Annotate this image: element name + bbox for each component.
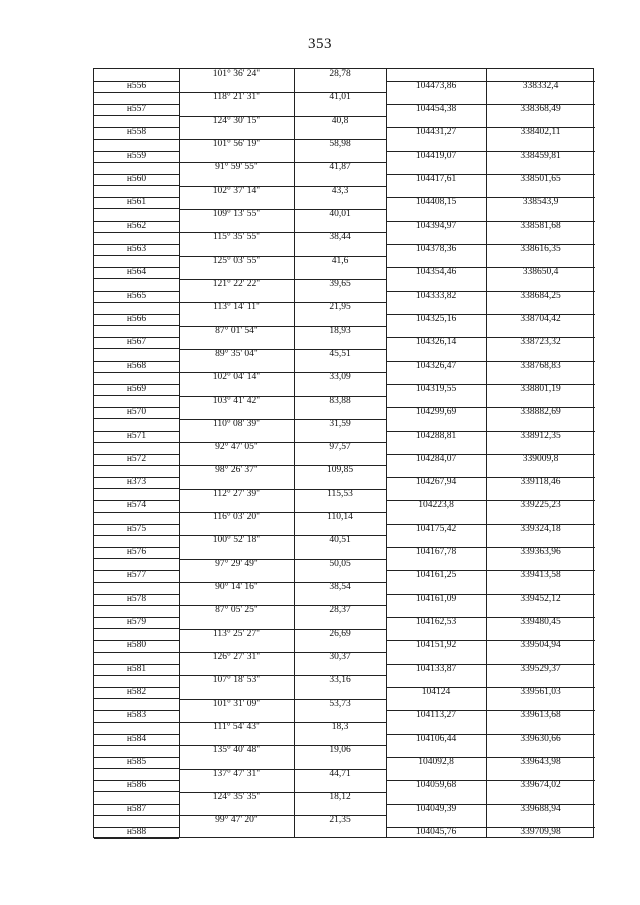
row-divider [94, 815, 179, 816]
row-divider [94, 244, 179, 245]
segment-angle: 103° 41' 42" [212, 395, 261, 406]
row-divider [94, 325, 179, 326]
point-id: н570 [126, 407, 147, 418]
row-divider [94, 675, 179, 676]
segment-length: 28,78 [329, 69, 351, 79]
row-divider [94, 278, 179, 279]
point-x: 104167,78 [415, 547, 457, 558]
row-divider [179, 489, 386, 490]
row-divider [179, 279, 386, 280]
point-x: 104288,81 [415, 430, 457, 441]
row-divider [386, 734, 595, 735]
row-divider [386, 500, 595, 501]
row-divider [94, 361, 179, 362]
point-y: 338912,35 [520, 430, 561, 441]
point-y: 339674,02 [520, 780, 561, 791]
segment-angle: 109° 13' 55" [212, 208, 261, 219]
segment-length: 18,3 [331, 722, 349, 732]
point-x: 104175,42 [415, 523, 457, 534]
segment-angle: 124° 35' 35" [212, 791, 261, 802]
segment-angle: 101° 36' 24" [212, 69, 261, 79]
segment-length: 83,88 [329, 395, 351, 406]
segment-angle: 90° 14' 16" [215, 582, 258, 592]
row-divider [179, 745, 386, 746]
row-divider [179, 232, 386, 233]
point-id: н580 [126, 640, 147, 651]
row-divider [386, 477, 595, 478]
point-id: н576 [126, 547, 147, 558]
row-divider [179, 256, 386, 257]
row-divider [179, 419, 386, 420]
row-divider [386, 594, 595, 595]
segment-length: 33,09 [329, 372, 351, 383]
segment-length: 38,54 [329, 582, 351, 592]
row-divider [94, 302, 179, 303]
point-x: 104454,38 [415, 104, 457, 114]
segment-angle: 89° 35' 04" [215, 348, 258, 359]
point-y: 339529,37 [520, 663, 561, 674]
point-x: 104319,55 [415, 383, 457, 394]
segment-angle: 87° 05' 25" [215, 605, 258, 616]
point-y: 338882,69 [520, 407, 561, 418]
point-x: 104161,09 [415, 593, 457, 604]
segment-length: 41,87 [329, 162, 351, 173]
point-x: 104113,27 [415, 710, 457, 721]
row-divider [179, 559, 386, 560]
row-divider [94, 687, 179, 688]
row-divider [179, 92, 386, 93]
point-y: 338459,81 [520, 150, 561, 161]
point-id: н566 [126, 313, 147, 324]
point-y: 339613,68 [520, 710, 561, 721]
row-divider [94, 698, 179, 699]
point-id: н575 [126, 523, 147, 534]
point-id: н563 [126, 243, 147, 254]
row-divider [386, 384, 595, 385]
row-divider [179, 372, 386, 373]
row-divider [386, 361, 595, 362]
point-id: н572 [126, 453, 147, 464]
row-divider [94, 418, 179, 419]
point-id: н568 [126, 360, 147, 371]
segment-length: 44,71 [329, 768, 351, 779]
segment-length: 41,6 [331, 255, 349, 266]
segment-angle: 125° 03' 55" [212, 255, 261, 266]
row-divider [179, 139, 386, 140]
row-divider [94, 780, 179, 781]
point-x: 104299,69 [415, 407, 457, 418]
row-divider [386, 197, 595, 198]
point-x: 104419,07 [415, 150, 457, 161]
segment-angle: 113° 14' 11" [213, 302, 260, 313]
point-x: 104162,53 [415, 617, 457, 627]
segment-length: 40,8 [331, 115, 349, 126]
point-id: н588 [126, 826, 147, 837]
point-id: н586 [126, 780, 147, 791]
point-y: 339561,03 [520, 687, 561, 697]
row-divider [386, 640, 595, 641]
row-divider [386, 570, 595, 571]
point-id: н373 [126, 477, 147, 488]
row-divider [386, 221, 595, 222]
row-divider [94, 791, 179, 792]
segment-length: 21,35 [329, 815, 351, 826]
row-divider [94, 372, 179, 373]
row-divider [94, 594, 179, 595]
row-divider [94, 734, 179, 735]
point-x: 104223,8 [418, 500, 454, 511]
point-y: 339118,46 [520, 477, 561, 488]
segment-length: 40,51 [329, 535, 351, 546]
row-divider [94, 605, 179, 606]
row-divider [94, 221, 179, 222]
row-divider [94, 197, 179, 198]
point-id: н561 [126, 197, 147, 208]
point-x: 104133,87 [415, 663, 457, 674]
point-y: 339630,66 [520, 733, 561, 744]
row-divider [94, 127, 179, 128]
row-divider [386, 174, 595, 175]
point-x: 104378,36 [415, 243, 457, 254]
segment-length: 33,16 [329, 675, 351, 686]
segment-angle: 111° 54' 43" [213, 722, 260, 732]
row-divider [179, 629, 386, 630]
segment-angle: 107° 18' 53" [212, 675, 261, 686]
row-divider [386, 780, 595, 781]
row-divider [386, 407, 595, 408]
row-divider [386, 244, 595, 245]
row-divider [94, 477, 179, 478]
row-divider [94, 174, 179, 175]
row-divider [94, 757, 179, 758]
point-id: н556 [126, 80, 147, 91]
point-x: 104106,44 [415, 733, 457, 744]
row-divider [179, 605, 386, 606]
point-id: н559 [126, 150, 147, 161]
segment-length: 38,44 [329, 232, 351, 243]
point-x: 104473,86 [415, 80, 457, 91]
segment-length: 41,01 [329, 92, 351, 103]
row-divider [179, 792, 386, 793]
segment-angle: 92° 47' 05" [215, 442, 258, 453]
segment-angle: 98° 26' 37" [215, 465, 258, 476]
point-x: 104333,82 [415, 290, 457, 301]
point-id: н587 [126, 803, 147, 814]
row-divider [179, 302, 386, 303]
point-id: н574 [126, 500, 147, 511]
point-id: н565 [126, 290, 147, 301]
row-divider [94, 348, 179, 349]
segment-length: 26,69 [329, 628, 351, 639]
segment-angle: 102° 37' 14" [212, 185, 261, 196]
row-divider [94, 547, 179, 548]
point-x: 104049,39 [415, 803, 457, 814]
segment-angle: 113° 25' 27" [212, 628, 261, 639]
segment-angle: 115° 35' 55" [212, 232, 261, 243]
row-divider [179, 116, 386, 117]
point-x: 104354,46 [415, 267, 457, 278]
segment-angle: 121° 22' 22" [212, 278, 261, 289]
row-divider [94, 81, 179, 82]
point-y: 339324,18 [520, 523, 561, 534]
row-divider [94, 454, 179, 455]
point-y: 339688,94 [520, 803, 561, 814]
point-y: 338543,9 [522, 197, 559, 208]
segment-angle: 91° 59' 55" [215, 162, 258, 173]
row-divider [179, 326, 386, 327]
point-id: н581 [126, 663, 147, 674]
row-divider [94, 162, 179, 163]
point-y: 339225,23 [520, 500, 561, 511]
row-divider [94, 115, 179, 116]
segment-angle: 118° 21' 31" [212, 92, 261, 103]
row-divider [179, 442, 386, 443]
row-divider [386, 454, 595, 455]
row-divider [179, 582, 386, 583]
segment-length: 39,65 [329, 278, 351, 289]
point-y: 339009,8 [522, 453, 559, 464]
row-divider [386, 687, 595, 688]
segment-length: 18,12 [329, 791, 351, 802]
point-y: 339363,96 [520, 547, 561, 558]
row-divider [386, 127, 595, 128]
segment-length: 18,93 [329, 325, 351, 336]
point-id: н557 [126, 104, 147, 114]
row-divider [94, 395, 179, 396]
point-x: 104124 [421, 687, 451, 697]
segment-angle: 87° 01' 54" [215, 325, 258, 336]
row-divider [179, 512, 386, 513]
segment-length: 58,98 [329, 139, 351, 149]
segment-angle: 135° 40' 48" [212, 745, 261, 756]
point-x: 104045,76 [415, 826, 457, 837]
row-divider [386, 267, 595, 268]
page-number: 353 [308, 36, 332, 52]
row-divider [179, 209, 386, 210]
row-divider [94, 267, 179, 268]
row-divider [94, 745, 179, 746]
point-y: 338801,19 [520, 383, 561, 394]
row-divider [94, 582, 179, 583]
row-divider [94, 768, 179, 769]
segment-angle: 116° 03' 20" [212, 512, 261, 523]
row-divider [94, 407, 179, 408]
point-y: 338684,25 [520, 290, 561, 301]
point-x: 104431,27 [415, 127, 457, 138]
row-divider [94, 664, 179, 665]
point-id: н582 [126, 687, 147, 697]
point-x: 104161,25 [415, 570, 457, 581]
point-y: 338768,83 [520, 360, 561, 371]
row-divider [94, 628, 179, 629]
point-x: 104092,8 [418, 756, 454, 767]
point-y: 338650,4 [522, 267, 559, 278]
row-divider [386, 757, 595, 758]
point-y: 339452,12 [520, 593, 561, 604]
segment-angle: 124° 30' 15" [212, 115, 261, 126]
point-x: 104267,94 [415, 477, 457, 488]
row-divider [179, 465, 386, 466]
point-id: н569 [126, 383, 147, 394]
segment-length: 50,05 [329, 558, 351, 569]
point-x: 104408,15 [415, 197, 457, 208]
point-x: 104325,16 [415, 313, 457, 324]
row-divider [179, 699, 386, 700]
point-x: 104326,47 [415, 360, 457, 371]
point-x: 104284,07 [415, 453, 457, 464]
coordinates-table [93, 68, 594, 838]
point-y: 339480,45 [520, 617, 561, 627]
point-x: 104059,68 [415, 780, 457, 791]
row-divider [94, 337, 179, 338]
row-divider [94, 255, 179, 256]
row-divider [94, 465, 179, 466]
segment-length: 110,14 [327, 512, 353, 523]
row-divider [94, 104, 179, 105]
row-divider [386, 291, 595, 292]
segment-angle: 137° 47' 31" [212, 768, 261, 779]
row-divider [94, 488, 179, 489]
point-id: н564 [126, 267, 147, 278]
segment-length: 19,06 [329, 745, 351, 756]
row-divider [386, 314, 595, 315]
row-divider [94, 139, 179, 140]
row-divider [94, 710, 179, 711]
row-divider [386, 547, 595, 548]
point-id: н558 [126, 127, 147, 138]
row-divider [386, 617, 595, 618]
point-id: н567 [126, 337, 147, 348]
point-y: 338704,42 [520, 313, 561, 324]
segment-length: 53,73 [329, 698, 351, 709]
row-divider [179, 186, 386, 187]
row-divider [94, 570, 179, 571]
row-divider [179, 769, 386, 770]
point-y: 338501,65 [520, 173, 561, 184]
row-divider [94, 151, 179, 152]
segment-angle: 97° 29' 49" [215, 558, 258, 569]
segment-angle: 100° 52' 18" [212, 535, 261, 546]
row-divider [179, 535, 386, 536]
segment-length: 109,85 [326, 465, 354, 476]
row-divider [386, 431, 595, 432]
row-divider [94, 804, 179, 805]
point-id: н583 [126, 710, 147, 721]
row-divider [94, 617, 179, 618]
row-divider [386, 710, 595, 711]
row-divider [179, 349, 386, 350]
row-divider [179, 162, 386, 163]
point-y: 339709,98 [520, 826, 561, 837]
segment-angle: 101° 31' 09" [212, 698, 261, 709]
row-divider [94, 512, 179, 513]
row-divider [386, 827, 595, 828]
segment-angle: 99° 47' 20" [215, 815, 258, 826]
row-divider [94, 558, 179, 559]
row-divider [386, 81, 595, 82]
point-y: 339643,98 [520, 756, 561, 767]
row-divider [94, 232, 179, 233]
row-divider [179, 396, 386, 397]
point-y: 338723,32 [520, 337, 561, 348]
row-divider [94, 652, 179, 653]
segment-length: 30,37 [329, 652, 351, 662]
row-divider [94, 722, 179, 723]
row-divider [386, 337, 595, 338]
row-divider [94, 384, 179, 385]
row-divider [94, 291, 179, 292]
point-y: 338616,35 [520, 243, 561, 254]
point-id: н579 [126, 617, 147, 627]
point-x: 104326,14 [415, 337, 457, 348]
point-id: н560 [126, 173, 147, 184]
point-id: н585 [126, 756, 147, 767]
segment-length: 115,53 [327, 488, 353, 499]
point-id: н584 [126, 733, 147, 744]
segment-length: 28,37 [329, 605, 351, 616]
row-divider [94, 640, 179, 641]
point-id: н578 [126, 593, 147, 604]
row-divider [94, 92, 179, 93]
segment-length: 45,51 [329, 348, 351, 359]
segment-angle: 126° 27' 31" [212, 652, 261, 662]
row-divider [386, 104, 595, 105]
row-divider [179, 652, 386, 653]
segment-length: 40,01 [329, 208, 351, 219]
row-divider [386, 664, 595, 665]
row-divider [94, 208, 179, 209]
segment-angle: 102° 04' 14" [212, 372, 261, 383]
point-x: 104151,92 [415, 640, 457, 651]
row-divider [179, 722, 386, 723]
segment-angle: 101° 56' 19" [212, 139, 261, 149]
row-divider [94, 535, 179, 536]
row-divider [94, 442, 179, 443]
segment-length: 43,3 [331, 185, 349, 196]
row-divider [94, 500, 179, 501]
row-divider [94, 838, 179, 839]
point-id: н571 [126, 430, 147, 441]
segment-length: 31,59 [329, 418, 351, 429]
segment-angle: 110° 08' 39" [212, 418, 261, 429]
point-y: 339504,94 [520, 640, 561, 651]
row-divider [94, 431, 179, 432]
row-divider [94, 524, 179, 525]
row-divider [386, 151, 595, 152]
point-y: 339413,58 [520, 570, 561, 581]
point-y: 338332,4 [522, 80, 559, 91]
row-divider [386, 804, 595, 805]
segment-length: 21,95 [329, 302, 351, 313]
row-divider [179, 675, 386, 676]
row-divider [94, 827, 179, 828]
row-divider [179, 815, 386, 816]
point-y: 338402,11 [520, 127, 561, 138]
segment-angle: 112° 27' 39" [212, 488, 261, 499]
segment-length: 97,57 [329, 442, 351, 453]
point-y: 338368,49 [520, 104, 561, 114]
row-divider [94, 185, 179, 186]
point-y: 338581,68 [520, 220, 561, 231]
row-divider [94, 314, 179, 315]
point-id: н577 [126, 570, 147, 581]
point-id: н562 [126, 220, 147, 231]
point-x: 104394,97 [415, 220, 457, 231]
row-divider [386, 524, 595, 525]
point-x: 104417,61 [415, 173, 457, 184]
